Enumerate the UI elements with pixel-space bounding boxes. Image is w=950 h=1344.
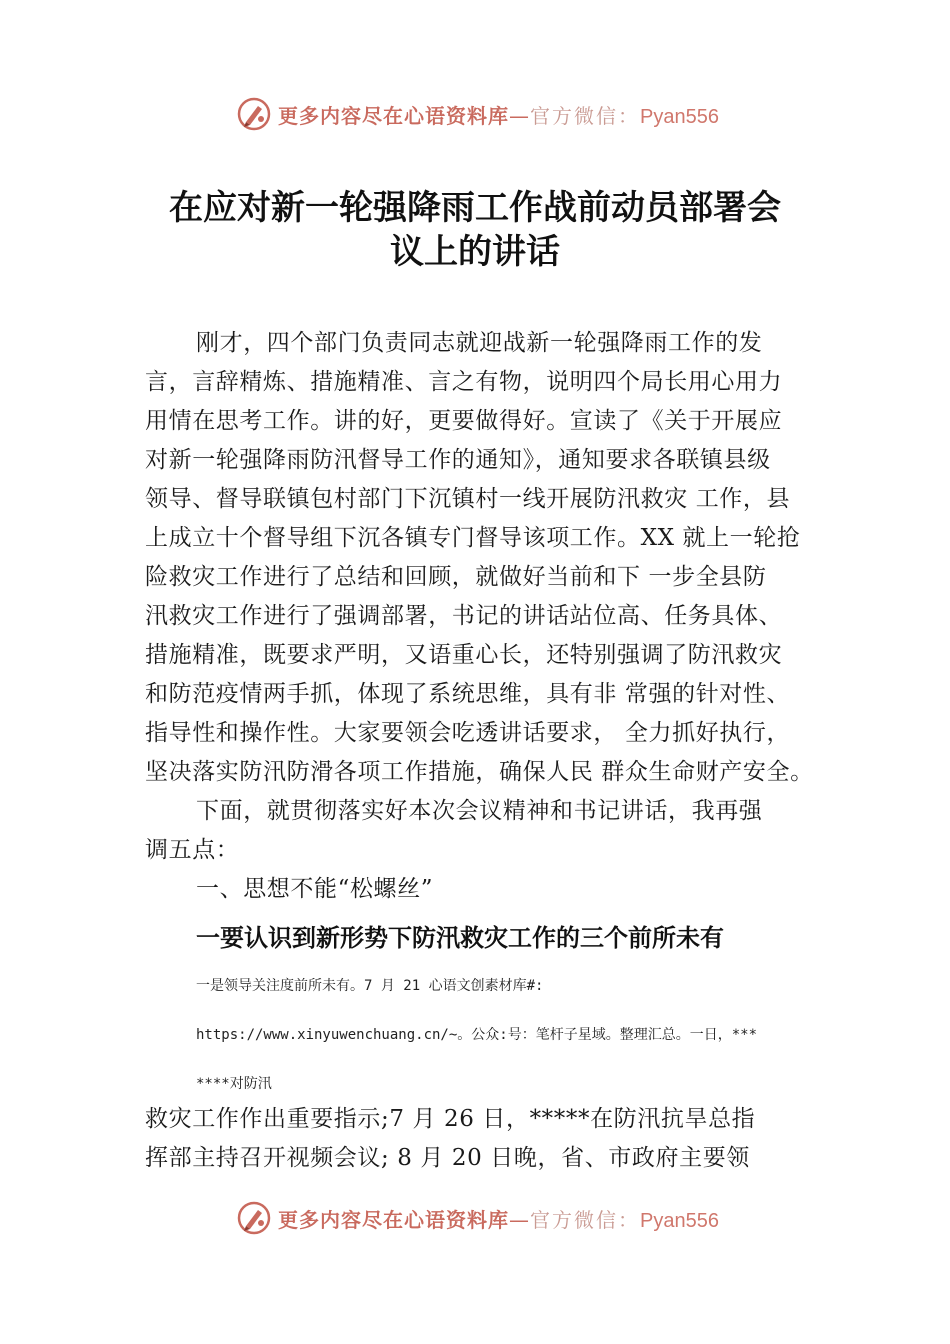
pen-logo-icon <box>236 96 272 132</box>
paragraph-line: 言，言辞精炼、措施精准、言之有物，说明四个局长用心用力 <box>145 369 783 395</box>
title-line-1: 在应对新一轮强降雨工作战前动员部署会 <box>169 188 781 228</box>
paragraph-line: 救灾工作作出重要指示;7 月 26 日，*****在防汛抗旱总指 <box>145 1106 756 1132</box>
watermark-text: 更多内容尽在心语资料库—官方微信：Pyan556 <box>278 1207 719 1232</box>
paragraph-line: 指导性和操作性。大家要领会吃透讲话要求， 全力抓好执行， <box>145 720 791 746</box>
paragraph-line: 险救灾工作进行了总结和回顾，就做好当前和下 一步全县防 <box>145 564 767 590</box>
subheading: 一要认识到新形势下防汛救灾工作的三个前所未有 <box>196 924 724 952</box>
pen-logo-icon <box>236 1200 272 1236</box>
paragraph-line: 上成立十个督导组下沉各镇专门督导该项工作。XX 就上一轮抢 <box>145 525 801 551</box>
small-text-line: ****对防汛 <box>196 1076 272 1092</box>
paragraph-line: 刚才，四个部门负责同志就迎战新一轮强降雨工作的发 <box>196 330 763 356</box>
document-title <box>120 186 830 274</box>
watermark-banner-top <box>236 94 756 134</box>
title-line-2: 议上的讲话 <box>390 232 560 272</box>
paragraph-line: 下面，就贯彻落实好本次会议精神和书记讲话，我再强 <box>196 798 763 824</box>
paragraph-line: 用情在思考工作。讲的好，更要做得好。宣读了《关于开展应 <box>145 408 783 434</box>
small-text-line: 一是领导关注度前所未有。7 月 21 心语文创素材库#: <box>196 978 544 994</box>
paragraph-line: 挥部主持召开视频会议; 8 月 20 日晚，省、市政府主要领 <box>145 1145 750 1171</box>
paragraph-line: 领导、督导联镇包村部门下沉镇村一线开展防汛救灾 工作，县 <box>145 486 791 512</box>
watermark-banner-bottom <box>236 1198 756 1238</box>
paragraph-line: 坚决落实防汛防滑各项工作措施，确保人民 群众生命财产安全。 <box>145 759 814 785</box>
paragraph-line: 对新一轮强降雨防汛督导工作的通知》，通知要求各联镇县级 <box>145 447 771 473</box>
paragraph-line: 调五点： <box>145 837 240 863</box>
small-text-line: https://www.xinyuwenchuang.cn/~。公众:号：笔杆子星域。整理汇总。一日，*** <box>196 1027 758 1043</box>
paragraph-line: 和防范疫情两手抓，体现了系统思维，具有非 常强的针对性、 <box>145 681 791 707</box>
section-heading: 一、思想不能“松螺丝” <box>196 876 434 902</box>
paragraph-line: 措施精准，既要求严明，又语重心长，还特别强调了防汛救灾 <box>145 642 783 668</box>
paragraph-line: 汛救灾工作进行了强调部署，书记的讲话站位高、任务具体、 <box>145 603 783 629</box>
watermark-text: 更多内容尽在心语资料库—官方微信：Pyan556 <box>278 103 719 128</box>
